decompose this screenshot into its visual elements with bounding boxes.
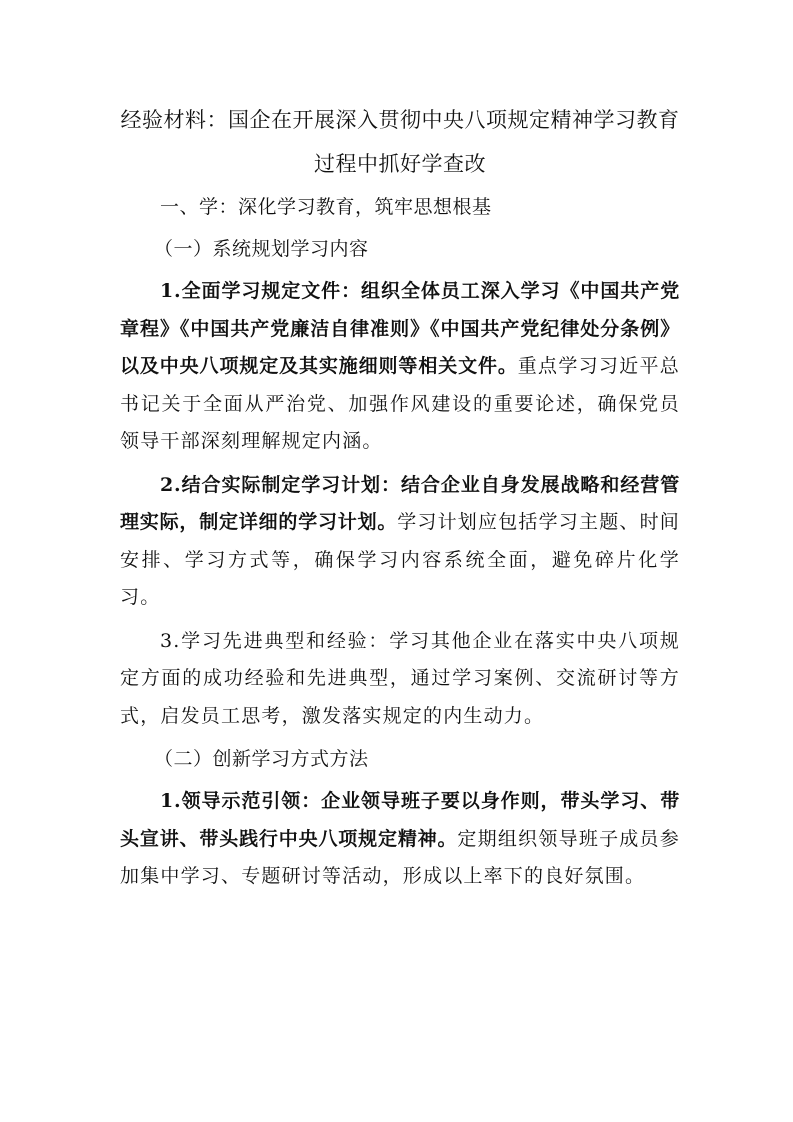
paragraph-body-text: 重点学习习近平总书记关于全面从严治党、加强作风建设的重要论述，确保党员领导干部深刻理解规定内涵。 — [120, 355, 680, 452]
paragraph-lead-text: 1.全面学习规定文件：组织全体员工深入学习《中国共产党章程》《中国共产党廉洁自律准则》《中国共产党纪律处分条例》以及中央八项规定及其实施细则等相关文件。 — [120, 280, 680, 377]
paragraph-leadership-example — [120, 783, 680, 896]
paragraph-lead-text: 2.结合实际制定学习计划：结合企业自身发展战略和经营管理实际，制定详细的学习计划。 — [120, 473, 680, 533]
paragraph-advanced-examples: 3.学习先进典型和经验：学习其他企业在落实中央八项规定方面的成功经验和先进典型，通过学习案例、交流研讨等方式，启发员工思考，激发落实规定的内生动力。 — [120, 629, 680, 727]
section-heading-learn: 一、学：深化学习教育，筑牢思想根基 — [160, 196, 492, 218]
paragraph-body-text: 定期组织领导班子成员参加集中学习、专题研讨等活动，形成以上率下的良好氛围。 — [120, 827, 680, 887]
paragraph-study-documents — [120, 273, 680, 461]
title-line-1: 经验材料：国企在开展深入贯彻中央八项规定精神学习教育 — [120, 108, 680, 132]
subsection-heading-innovate-methods: （二）创新学习方式方法 — [154, 748, 369, 770]
title-line-2: 过程中抓好学查改 — [314, 152, 486, 176]
document-title — [120, 98, 680, 186]
document-body — [120, 98, 680, 896]
subsection-heading-plan-content: （一）系统规划学习内容 — [154, 238, 369, 260]
paragraph-lead-text: 1.领导示范引领：企业领导班子要以身作则，带头学习、带头宣讲、带头践行中央八项规定精神。 — [120, 790, 680, 850]
paragraph-body-text: 学习计划应包括学习主题、时间安排、学习方式等，确保学习内容系统全面，避免碎片化学习。 — [120, 511, 681, 608]
paragraph-study-plan — [120, 467, 680, 617]
